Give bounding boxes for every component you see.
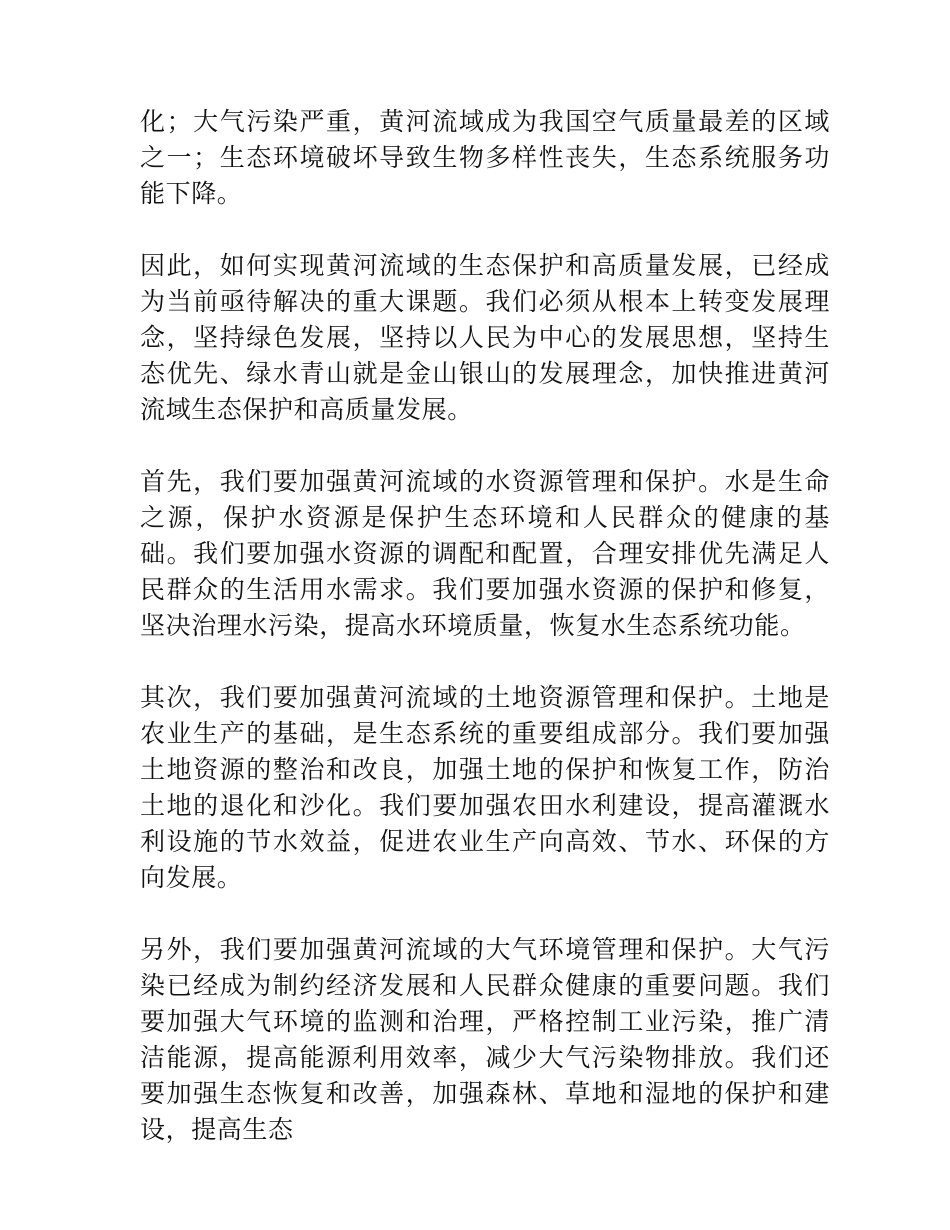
paragraph-4: 其次，我们要加强黄河流域的土地资源管理和保护。土地是农业生产的基础，是生态系统的重要组成部分。我们要加强土地资源的整治和改良，加强土地的保护和恢复工作，防治土地的退化和沙化。我们要加强农田水利建设，提高灌溉水利设施的节水效益，促进农业生产向高效、节水、环保的方向发展。 <box>140 683 830 892</box>
document-body <box>140 104 830 1184</box>
paragraph-1: 化；大气污染严重，黄河流域成为我国空气质量最差的区域之一；生态环境破坏导致生物多样性丧失，生态系统服务功能下降。 <box>140 107 830 208</box>
paragraph-5: 另外，我们要加强黄河流域的大气环境管理和保护。大气污染已经成为制约经济发展和人民群众健康的重要问题。我们要加强大气环境的监测和治理，严格控制工业污染，推广清洁能源，提高能源利用效率，减少大气污染物排放。我们还要加强生态恢复和改善，加强森林、草地和湿地的保护和建设，提高生态 <box>140 935 830 1144</box>
paragraph-2: 因此，如何实现黄河流域的生态保护和高质量发展，已经成为当前亟待解决的重大课题。我们必须从根本上转变发展理念，坚持绿色发展，坚持以人民为中心的发展思想，坚持生态优先、绿水青山就是金山银山的发展理念，加快推进黄河流域生态保护和高质量发展。 <box>140 251 830 424</box>
paragraph-3: 首先，我们要加强黄河流域的水资源管理和保护。水是生命之源，保护水资源是保护生态环境和人民群众的健康的基础。我们要加强水资源的调配和配置，合理安排优先满足人民群众的生活用水需求。我们要加强水资源的保护和修复，坚决治理水污染，提高水环境质量，恢复水生态系统功能。 <box>140 467 830 640</box>
